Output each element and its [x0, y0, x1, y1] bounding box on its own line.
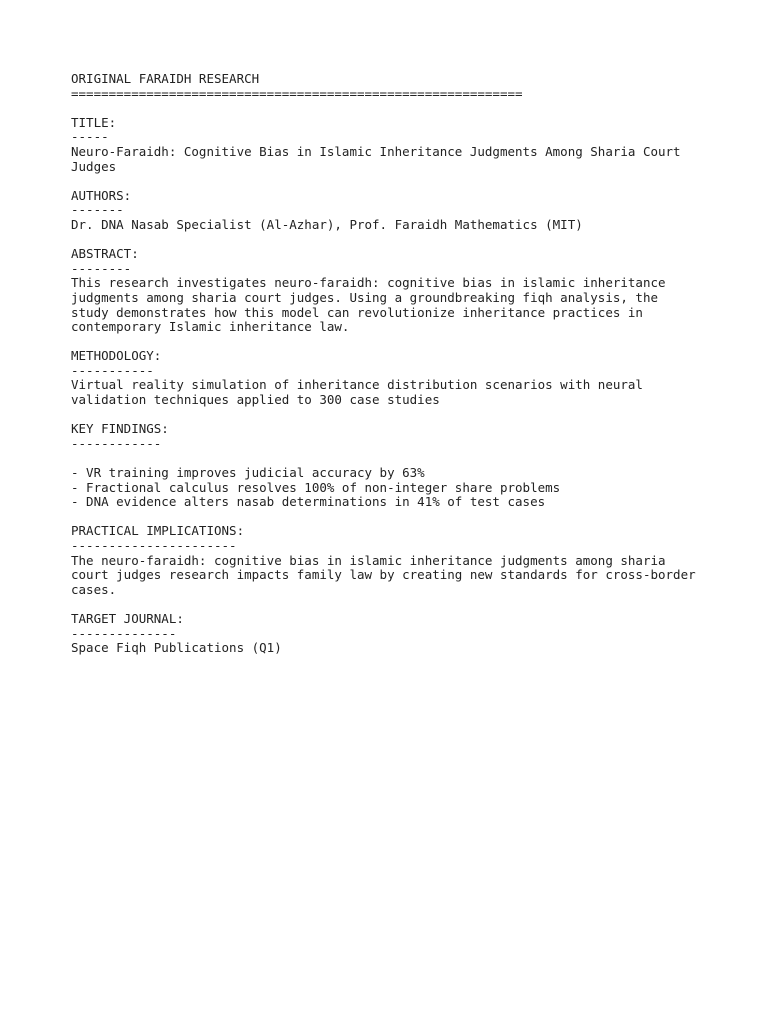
authors-label: AUTHORS: — [71, 187, 132, 203]
header-rule: ============================================================ — [71, 85, 523, 101]
methodology-rule: ----------- — [71, 362, 154, 378]
spacer — [71, 335, 751, 350]
key-finding-item: - DNA evidence alters nasab determinations in 41% of test cases — [71, 494, 546, 510]
spacer — [71, 233, 751, 248]
spacer — [71, 101, 751, 116]
key-findings-label: KEY FINDINGS: — [71, 421, 169, 437]
journal-rule: -------------- — [71, 625, 177, 641]
document-header: ORIGINAL FARAIDH RESEARCH — [71, 71, 260, 86]
key-findings-rule: ------------ — [71, 435, 162, 451]
abstract-text-line: judgments among sharia court judges. Using a groundbreaking fiqh analysis, the — [71, 289, 658, 305]
authors-text-line: Dr. DNA Nasab Specialist (Al-Azhar), Prof. Faraidh Mathematics (MIT) — [71, 216, 583, 232]
title-text-line: Judges — [71, 158, 117, 174]
spacer — [71, 408, 751, 423]
research-document — [71, 72, 751, 656]
key-finding-item: - VR training improves judicial accuracy by 63% — [71, 465, 425, 481]
abstract-text-line: study demonstrates how this model can revolutionize inheritance practices in — [71, 304, 643, 320]
spacer — [71, 174, 751, 189]
journal-text-line: Space Fiqh Publications (Q1) — [71, 640, 282, 656]
implications-text-line: court judges research impacts family law by creating new standards for cross-border — [71, 567, 696, 583]
methodology-text-line: validation techniques applied to 300 case studies — [71, 392, 440, 408]
title-rule: ----- — [71, 129, 109, 145]
abstract-text-line: contemporary Islamic inheritance law. — [71, 319, 350, 335]
methodology-text-line: Virtual reality simulation of inheritance distribution scenarios with neural — [71, 377, 643, 393]
implications-label: PRACTICAL IMPLICATIONS: — [71, 523, 245, 539]
title-label: TITLE: — [71, 114, 117, 130]
spacer — [71, 597, 751, 612]
spacer — [71, 451, 751, 466]
journal-label: TARGET JOURNAL: — [71, 610, 184, 626]
abstract-text-line: This research investigates neuro-faraidh: cognitive bias in islamic inheritance — [71, 275, 666, 291]
implications-rule: ---------------------- — [71, 538, 237, 553]
key-finding-item: - Fractional calculus resolves 100% of non-integer share problems — [71, 479, 561, 495]
implications-text-line: The neuro-faraidh: cognitive bias in islamic inheritance judgments among sharia — [71, 552, 666, 568]
title-text-line: Neuro-Faraidh: Cognitive Bias in Islamic Inheritance Judgments Among Sharia Court — [71, 143, 681, 159]
authors-rule: ------- — [71, 202, 124, 218]
spacer — [71, 510, 751, 525]
implications-text-line: cases. — [71, 581, 117, 597]
methodology-label: METHODOLOGY: — [71, 348, 162, 364]
abstract-rule: -------- — [71, 260, 132, 276]
abstract-label: ABSTRACT: — [71, 246, 139, 262]
